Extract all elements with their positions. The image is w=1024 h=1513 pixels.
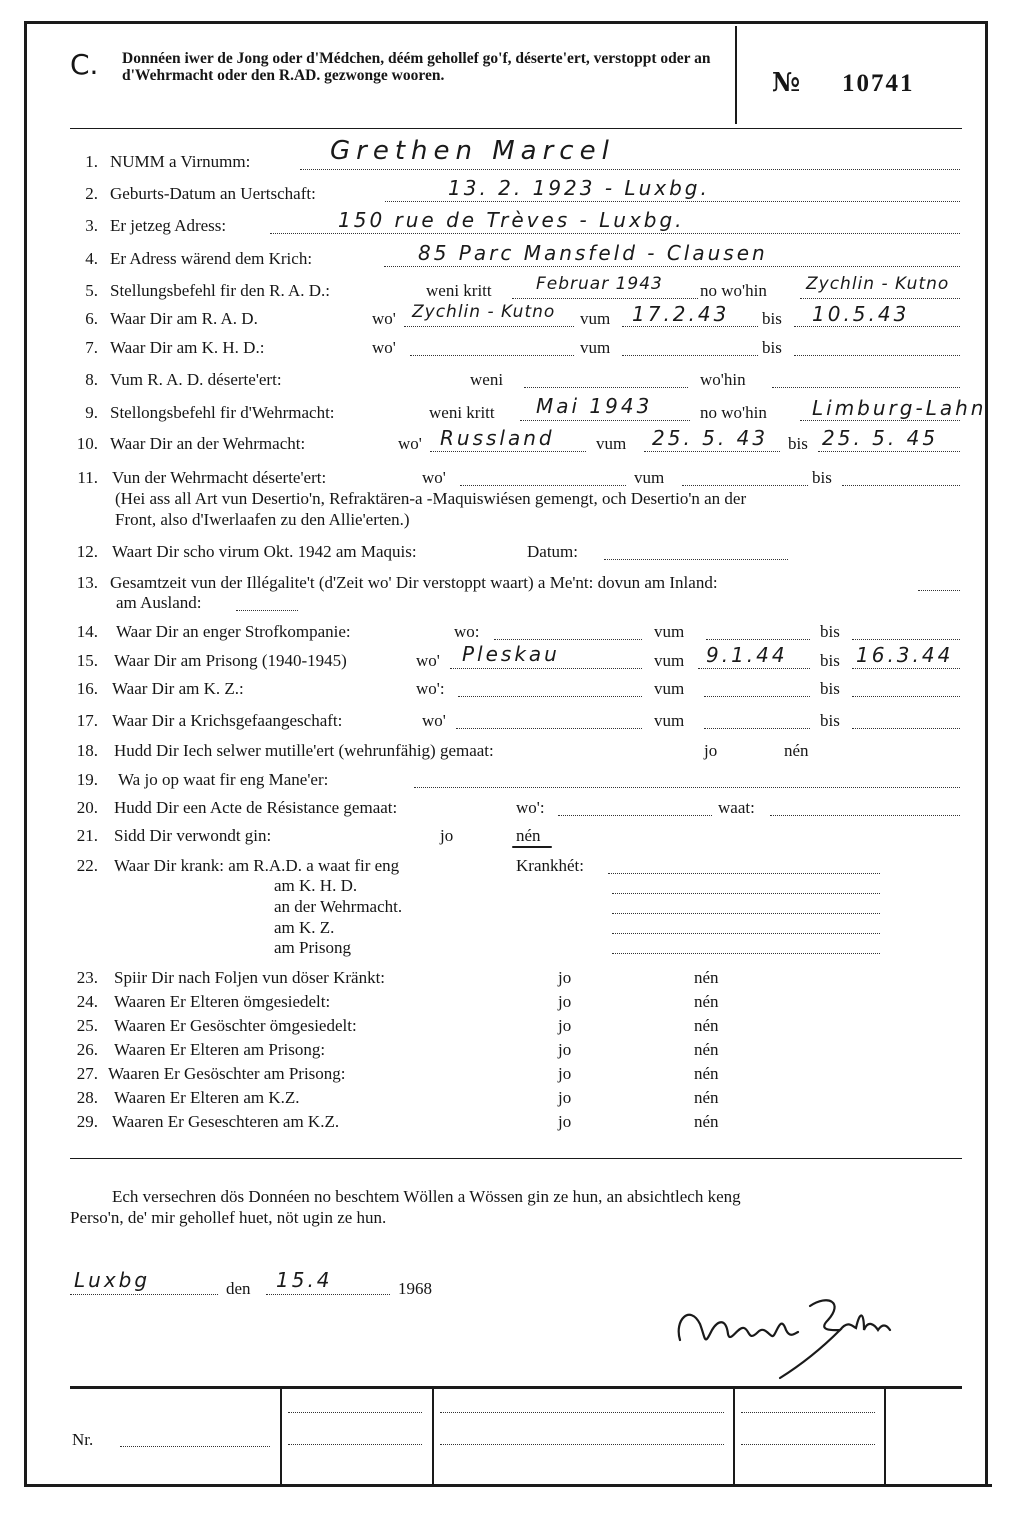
- address-value: 150 rue de Trèves - Luxbg.: [338, 208, 685, 232]
- number-sign: №: [772, 68, 801, 98]
- row-number: 5.: [85, 281, 98, 300]
- captivity-vum-line: [704, 728, 810, 729]
- footer-divider: [432, 1386, 434, 1484]
- nen-option: nén: [694, 1112, 719, 1131]
- birth-value: 13. 2. 1923 - Luxbg.: [448, 176, 710, 200]
- prison-vum-value: 9.1.44: [706, 643, 788, 667]
- row-number: 1.: [85, 152, 98, 171]
- wehrmacht-vum-value: 25. 5. 43: [652, 426, 769, 450]
- vum-label: vum: [654, 711, 685, 730]
- penal-vum-line: [706, 639, 810, 640]
- wo-label: wo': [422, 711, 446, 730]
- row-number: 20.: [76, 798, 98, 817]
- datum-label: Datum:: [527, 542, 578, 561]
- illness-label: Waar Dir krank: am R.A.D. a waat fir eng: [114, 856, 400, 875]
- parents-kz-label: Waaren Er Elteren am K.Z.: [114, 1088, 300, 1107]
- wounded-label: Sidd Dir verwondt gin:: [114, 826, 272, 845]
- kz-label: Waar Dir am K. Z.:: [112, 679, 244, 698]
- wehrmacht-order-dest-value: Limburg-Lahn: [812, 396, 987, 420]
- rad-order-label: Stellungsbefehl fir den R. A. D.:: [110, 281, 331, 300]
- rad-desertion-date-line: [524, 387, 688, 388]
- name-line: [300, 169, 960, 170]
- resistance-label: Hudd Dir een Acte de Résistance gemaat:: [114, 798, 398, 817]
- kz-vum-line: [704, 696, 810, 697]
- name-value: Grethen Marcel: [330, 136, 615, 166]
- wehrmacht-vum-line: [644, 451, 780, 452]
- rad-wo-line: [404, 326, 574, 327]
- form-number: 10741: [842, 70, 915, 97]
- footer-divider: [280, 1386, 282, 1484]
- row-number: 25.: [76, 1016, 98, 1035]
- illness-kz-line: [612, 933, 880, 934]
- captivity-label: Waar Dir a Krichsgefaangeschaft:: [112, 711, 343, 730]
- bis-label: bis: [788, 434, 808, 453]
- illness-khd-line: [612, 893, 880, 894]
- form-description: Donnéen iwer de Jong oder d'Médchen, déém gehollef go'f, déserte'ert, verstoppt oder an d'Wehrmacht oder den R.AD. gezwonge wooren.: [122, 50, 711, 84]
- row-number: 15.: [76, 651, 98, 670]
- wehrmacht-bis-line: [818, 451, 960, 452]
- rad-order-date-value: Februar 1943: [536, 274, 663, 294]
- nen-option: nén: [694, 1064, 719, 1083]
- footer-field-line: [440, 1412, 724, 1413]
- jo-option: jo: [558, 1016, 572, 1035]
- vum-label: vum: [580, 309, 611, 328]
- jo-option: jo: [440, 826, 454, 845]
- war-address-value: 85 Parc Mansfeld - Clausen: [418, 241, 768, 265]
- footer-top-rule: [70, 1386, 962, 1389]
- khd-label: Waar Dir am K. H. D.:: [110, 338, 265, 357]
- khd-bis-line: [794, 355, 960, 356]
- form-border-shadow: [30, 1484, 992, 1487]
- header-divider: [735, 26, 737, 124]
- row-number: 26.: [76, 1040, 98, 1059]
- row-number: 21.: [76, 826, 98, 845]
- wo-label: wo': [416, 651, 440, 670]
- siblings-kz-label: Waaren Er Geseschteren am K.Z.: [112, 1112, 340, 1131]
- jo-option: jo: [558, 1112, 572, 1131]
- siblings-prison-label: Waaren Er Gesöschter am Prisong:: [108, 1064, 346, 1083]
- wehrmacht-desertion-label: Vun der Wehrmacht déserte'ert:: [112, 468, 327, 487]
- declaration-text: Ech versechren dös Donnéen no beschtem Wöllen a Wössen gin ze hun, an absichtlech keng: [112, 1187, 741, 1206]
- khd-wo-line: [410, 355, 574, 356]
- prison-bis-value: 16.3.44: [856, 643, 954, 667]
- wo-label: wo:: [454, 622, 480, 641]
- row-number: 28.: [76, 1088, 98, 1107]
- den-label: den: [226, 1279, 251, 1298]
- footer-field-line: [741, 1412, 875, 1413]
- vum-label: vum: [654, 679, 685, 698]
- wehrmacht-desertion-wo-line: [460, 485, 626, 486]
- siblings-resettled-label: Waaren Er Gesöschter ömgesiedelt:: [114, 1016, 357, 1035]
- maquis-label: Waart Dir scho virum Okt. 1942 am Maquis:: [112, 542, 417, 561]
- wehrmacht-desertion-vum-line: [682, 485, 808, 486]
- jo-option: jo: [558, 968, 572, 987]
- place-value: Luxbg: [74, 1268, 151, 1292]
- nen-option: nén: [694, 1040, 719, 1059]
- bis-label: bis: [762, 309, 782, 328]
- rad-order-date-line: [512, 298, 698, 299]
- row-number: 18.: [76, 741, 98, 760]
- consequences-label: Spiir Dir nach Foljen vun döser Kränkt:: [114, 968, 386, 987]
- row-number: 6.: [85, 309, 98, 328]
- prison-wo-value: Pleskau: [462, 642, 560, 666]
- illegality-label: Gesamtzeit vun der Illégalite't (d'Zeit wo' Dir verstoppt waart) a Me'nt: dovun am Inland:: [110, 573, 718, 592]
- penal-bis-line: [852, 639, 960, 640]
- nen-option-selected: nén: [516, 826, 541, 845]
- jo-option: jo: [558, 992, 572, 1011]
- wo-label: wo':: [516, 798, 545, 817]
- war-address-label: Er Adress wärend dem Krich:: [110, 249, 313, 268]
- parents-prison-label: Waaren Er Elteren am Prisong:: [114, 1040, 326, 1059]
- illness-rad-line: [608, 873, 880, 874]
- wehrmacht-wo-value: Russland: [440, 426, 555, 450]
- row-number: 16.: [76, 679, 98, 698]
- nen-option: nén: [694, 1088, 719, 1107]
- jo-option: jo: [558, 1064, 572, 1083]
- bis-label: bis: [820, 679, 840, 698]
- wehrmacht-bis-value: 25. 5. 45: [822, 426, 939, 450]
- vum-label: vum: [634, 468, 665, 487]
- date-value: 15.4: [276, 1268, 333, 1292]
- name-label: NUMM a Virnumm:: [110, 152, 251, 171]
- wo-label: wo':: [416, 679, 445, 698]
- weni-kritt-label: weni kritt: [429, 403, 495, 422]
- wo-label: wo': [398, 434, 422, 453]
- kz-bis-line: [852, 696, 960, 697]
- weni-label: weni: [470, 370, 504, 389]
- vum-label: vum: [596, 434, 627, 453]
- krankhet-label: Krankhét:: [516, 856, 584, 875]
- wehrmacht-desertion-bis-line: [842, 485, 960, 486]
- bis-label: bis: [762, 338, 782, 357]
- footer-divider: [884, 1386, 886, 1484]
- row-number: 7.: [85, 338, 98, 357]
- jo-option: jo: [558, 1040, 572, 1059]
- nr-line: [120, 1446, 270, 1447]
- declaration-text: Perso'n, de' mir gehollef huet, nöt ugin ze hun.: [70, 1208, 387, 1227]
- wohin-label: wo'hin: [700, 370, 746, 389]
- resistance-waat-line: [770, 815, 960, 816]
- ausland-line: [236, 610, 298, 611]
- captivity-wo-line: [456, 728, 642, 729]
- row-number: 3.: [85, 216, 98, 235]
- footer-field-line: [288, 1444, 422, 1445]
- row-number: 2.: [85, 184, 98, 203]
- vum-label: vum: [580, 338, 611, 357]
- desertion-note: (Hei ass all Art vun Desertio'n, Refraktären-a -Maquiswiésen gemengt, och Desertio'n an der: [115, 489, 747, 508]
- manner-label: Wa jo op waat fir eng Mane'er:: [118, 770, 329, 789]
- wehrmacht-wo-line: [430, 451, 586, 452]
- self-mutilation-label: Hudd Dir Iech selwer mutille'ert (wehrunfähig) gemaat:: [114, 741, 494, 760]
- section-rule: [70, 1158, 962, 1159]
- address-label: Er jetzeg Adress:: [110, 216, 227, 235]
- waat-label: waat:: [718, 798, 755, 817]
- row-number: 12.: [76, 542, 98, 561]
- nen-option: nén: [694, 968, 719, 987]
- row-number: 13.: [76, 573, 98, 592]
- wo-label: wo': [422, 468, 446, 487]
- row-number: 22.: [76, 856, 98, 875]
- prison-bis-line: [852, 668, 960, 669]
- wehrmacht-order-label: Stellongsbefehl fir d'Wehrmacht:: [110, 403, 335, 422]
- rad-order-dest-value: Zychlin - Kutno: [806, 274, 950, 294]
- weni-kritt-label: weni kritt: [426, 281, 492, 300]
- jo-option: jo: [558, 1088, 572, 1107]
- row-number: 19.: [76, 770, 98, 789]
- birth-label: Geburts-Datum an Uertschaft:: [110, 184, 316, 203]
- footer-field-line: [440, 1444, 724, 1445]
- maquis-date-line: [604, 559, 788, 560]
- row-number: 11.: [77, 468, 98, 487]
- resistance-wo-line: [558, 815, 712, 816]
- row-number: 9.: [85, 403, 98, 422]
- wo-label: wo': [372, 309, 396, 328]
- rad-wo-value: Zychlin - Kutno: [412, 302, 556, 322]
- khd-vum-line: [622, 355, 758, 356]
- penal-wo-line: [494, 639, 642, 640]
- nen-option: nén: [694, 1016, 719, 1035]
- desertion-note: Front, also d'Iwerlaafen zu den Allie'erten.): [115, 510, 410, 529]
- wehrmacht-service-label: Waar Dir an der Wehrmacht:: [110, 434, 306, 453]
- row-number: 4.: [85, 249, 98, 268]
- nen-option: nén: [784, 741, 809, 760]
- row-number: 10.: [76, 434, 98, 453]
- illness-kz-label: am K. Z.: [274, 918, 335, 937]
- wehrmacht-order-dest-line: [800, 420, 960, 421]
- prison-label: Waar Dir am Prisong (1940-1945): [114, 651, 347, 670]
- rad-desertion-label: Vum R. A. D. déserte'ert:: [110, 370, 282, 389]
- prison-wo-line: [450, 668, 642, 669]
- row-number: 27.: [76, 1064, 98, 1083]
- rad-label: Waar Dir am R. A. D.: [110, 309, 258, 328]
- row-number: 17.: [76, 711, 98, 730]
- no-wohin-label: no wo'hin: [700, 403, 767, 422]
- birth-line: [385, 201, 960, 202]
- illness-wehrmacht-line: [612, 913, 880, 914]
- penal-company-label: Waar Dir an enger Strofkompanie:: [116, 622, 351, 641]
- vum-label: vum: [654, 622, 685, 641]
- nen-underline-mark: [512, 846, 552, 848]
- illness-prison-line: [612, 953, 880, 954]
- footer-divider: [733, 1386, 735, 1484]
- rad-vum-value: 17.2.43: [632, 302, 730, 326]
- row-number: 29.: [76, 1112, 98, 1131]
- year-label: 1968: [398, 1279, 432, 1298]
- row-number: 23.: [76, 968, 98, 987]
- signature-icon: [668, 1290, 908, 1380]
- inland-line: [918, 590, 960, 591]
- address-line: [270, 233, 960, 234]
- illness-prison-label: am Prisong: [274, 938, 351, 957]
- wo-label: wo': [372, 338, 396, 357]
- date-line: [266, 1294, 390, 1295]
- bis-label: bis: [820, 622, 840, 641]
- row-number: 8.: [85, 370, 98, 389]
- no-wohin-label: no wo'hin: [700, 281, 767, 300]
- manner-line: [414, 787, 960, 788]
- captivity-bis-line: [852, 728, 960, 729]
- row-number: 14.: [76, 622, 98, 641]
- prison-vum-line: [698, 668, 810, 669]
- footer-field-line: [288, 1412, 422, 1413]
- illness-wehrmacht-label: an der Wehrmacht.: [274, 897, 403, 916]
- parents-resettled-label: Waaren Er Elteren ömgesiedelt:: [114, 992, 331, 1011]
- bis-label: bis: [820, 651, 840, 670]
- wehrmacht-order-date-value: Mai 1943: [536, 394, 653, 418]
- row-number: 24.: [76, 992, 98, 1011]
- kz-wo-line: [458, 696, 642, 697]
- ausland-label: am Ausland:: [116, 593, 202, 612]
- bis-label: bis: [812, 468, 832, 487]
- nr-label: Nr.: [72, 1430, 94, 1449]
- rad-bis-line: [794, 326, 960, 327]
- vum-label: vum: [654, 651, 685, 670]
- bis-label: bis: [820, 711, 840, 730]
- header-rule: [70, 128, 962, 129]
- rad-desertion-dest-line: [772, 387, 960, 388]
- footer-field-line: [741, 1444, 875, 1445]
- rad-bis-value: 10.5.43: [812, 302, 910, 326]
- nen-option: nén: [694, 992, 719, 1011]
- rad-vum-line: [622, 326, 758, 327]
- wehrmacht-order-date-line: [520, 420, 690, 421]
- illness-khd-label: am K. H. D.: [274, 876, 358, 895]
- place-line: [70, 1294, 218, 1295]
- war-address-line: [384, 266, 960, 267]
- section-letter: C.: [70, 48, 99, 81]
- rad-order-dest-line: [800, 298, 960, 299]
- jo-option: jo: [704, 741, 718, 760]
